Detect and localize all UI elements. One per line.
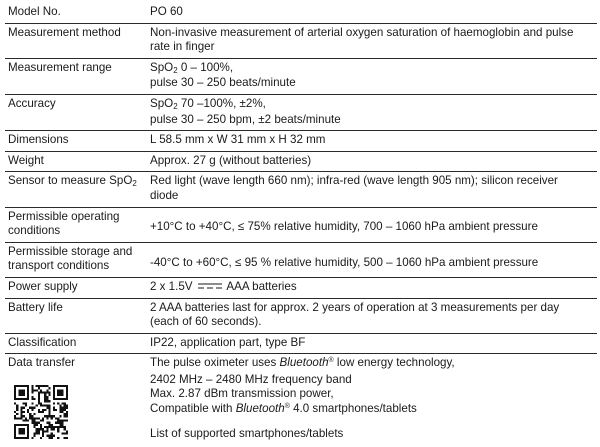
spec-row-storage-conditions (5, 242, 597, 277)
spec-row-power-supply (5, 277, 597, 298)
row-label: Power supply (5, 277, 144, 298)
row-value: 2 x 1.5V AAA batteries (144, 277, 597, 298)
spec-row-weight (5, 151, 597, 172)
spec-row-data-transfer (5, 354, 597, 444)
row-value: 2 AAA batteries last for approx. 2 years of operation at 3 measurements per day (each of 60 seconds). (144, 298, 597, 333)
spec-row-model (5, 3, 597, 23)
spec-row-measurement-range (5, 58, 597, 94)
spec-row-battery-life (5, 298, 597, 333)
row-value: Red light (wave length 660 nm); infra-red (wave length 905 nm); silicon receiver diode (144, 172, 597, 207)
row-value: Approx. 27 g (without batteries) (144, 151, 597, 172)
row-value: PO 60 (144, 3, 597, 23)
specification-table (5, 3, 597, 444)
row-label: Permissible operating conditions (5, 207, 144, 242)
supported-devices-link[interactable]: List of supported smartphones/tablets (150, 426, 344, 440)
spec-row-measurement-method (5, 23, 597, 58)
row-value: IP22, application part, type BF (144, 333, 597, 354)
row-label: Weight (5, 151, 144, 172)
spec-row-classification (5, 333, 597, 354)
row-label: Permissible storage and transport conditions (5, 242, 144, 277)
row-label: Classification (5, 333, 144, 354)
row-label: Measurement range (5, 58, 144, 94)
qr-code-icon[interactable] (14, 385, 68, 439)
row-value: SpO2 70 –100%, ±2%, pulse 30 – 250 bpm, ±2 beats/minute (144, 94, 597, 130)
row-value: Non-invasive measurement of arterial oxygen saturation of haemoglobin and pulse rate in finger (144, 23, 597, 58)
spec-row-dimensions (5, 131, 597, 152)
row-value: L 58.5 mm x W 31 mm x H 32 mm (144, 131, 597, 152)
row-label: Data transfer (5, 354, 144, 444)
row-label: Measurement method (5, 23, 144, 58)
row-label: Sensor to measure SpO2 (5, 172, 144, 207)
row-label: Accuracy (5, 94, 144, 130)
row-value: The pulse oximeter uses Bluetooth® low energy technology, 2402 MHz – 2480 MHz frequency band Max. 2.87 dBm transmission power, Compatible with Bluetooth® 4.0 smartphones/tablets List of supported smartphones/tablets (144, 354, 597, 444)
spec-row-operating-conditions (5, 207, 597, 242)
row-value: -40°C to +60°C, ≤ 95 % relative humidity, 500 – 1060 hPa ambient pressure (144, 242, 597, 277)
row-label: Model No. (5, 3, 144, 23)
spec-row-accuracy (5, 94, 597, 130)
row-label: Dimensions (5, 131, 144, 152)
spec-row-sensor (5, 172, 597, 207)
row-value: +10°C to +40°C, ≤ 75% relative humidity, 700 – 1060 hPa ambient pressure (144, 207, 597, 242)
direct-current-icon (198, 283, 222, 289)
row-label: Battery life (5, 298, 144, 333)
row-value: SpO2 0 – 100%, pulse 30 – 250 beats/minute (144, 58, 597, 94)
